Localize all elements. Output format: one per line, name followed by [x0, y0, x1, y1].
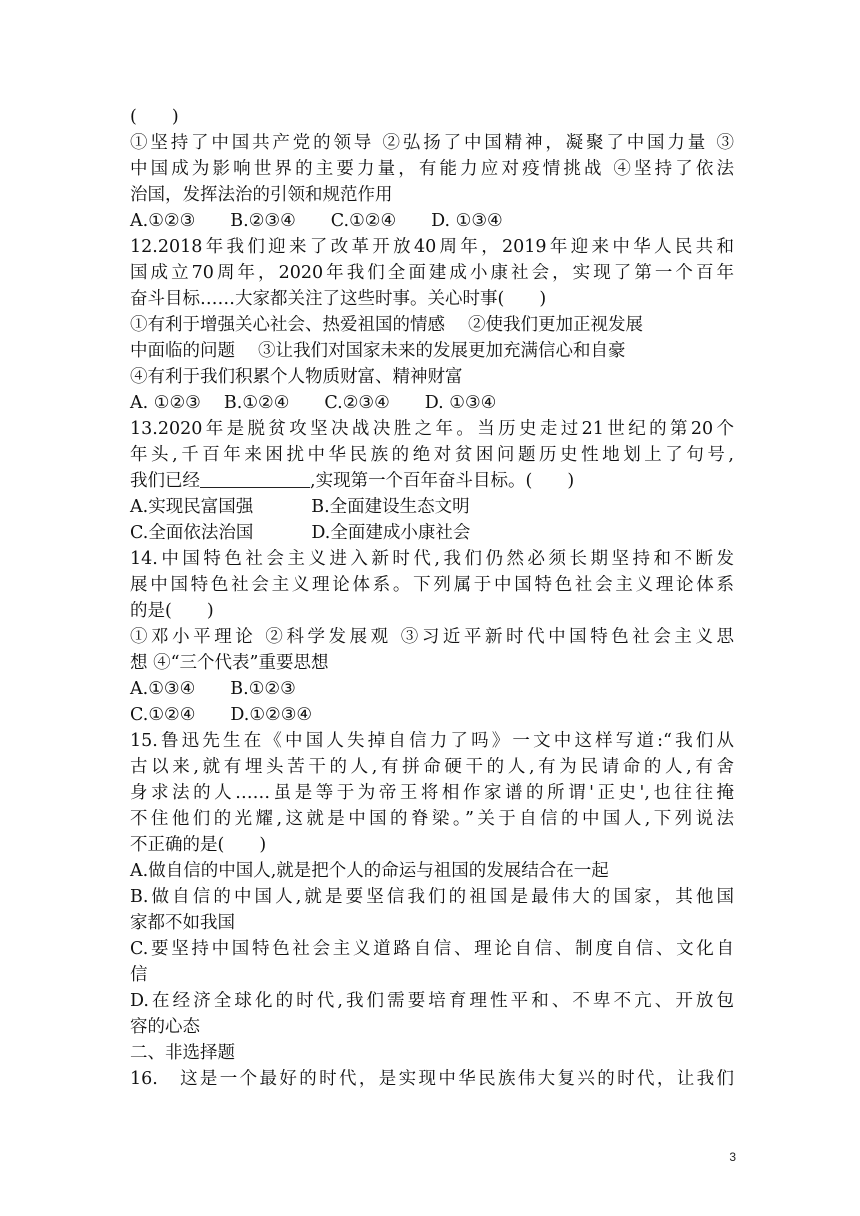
page-number: 3 — [729, 1150, 736, 1164]
q15-option-d-line-1: D.在经济全球化的时代,我们需要培育理性平和、不卑不亢、开放包 — [130, 991, 734, 1011]
q15-option-b-line-2: 家都不如我国 — [130, 913, 235, 933]
q12-stem-line-1: 12.2018年我们迎来了改革开放40周年，2019年迎来中华人民共和 — [130, 237, 734, 257]
q15-stem-line-3: 身求法的人……虽是等于为帝王将相作家谱的所谓'正史',也往往掩 — [130, 783, 734, 803]
q15-stem-line-2: 古以来,就有埋头苦干的人,有拼命硬干的人,有为民请命的人,有舍 — [130, 757, 734, 777]
q13-stem-line-2: 年头,千百年来困扰中华民族的绝对贫困问题历史性地划上了句号, — [130, 445, 734, 465]
q12-statements-line-3: ④有利于我们积累个人物质财富、精神财富 — [130, 367, 463, 387]
q15-option-c-line-2: 信 — [130, 965, 148, 985]
q14-stem-line-3: 的是( ) — [130, 601, 214, 621]
document-body — [130, 104, 734, 1092]
q14-statements-line-2: 想 ④“三个代表”重要思想 — [130, 653, 329, 673]
q15-stem-line-5: 不正确的是( ) — [130, 835, 267, 855]
q11-statements-line-3: 治国，发挥法治的引领和规范作用 — [130, 185, 393, 205]
section-heading-non-choice: 二、非选择题 — [130, 1043, 235, 1063]
q14-statements-line-1: ①邓小平理论 ②科学发展观 ③习近平新时代中国特色社会主义思 — [130, 627, 734, 647]
q13-options-cd: C.全面依法治国 D.全面建成小康社会 — [130, 523, 471, 543]
q11-answer-bracket: ( ) — [130, 107, 179, 127]
q13-stem-line-1: 13.2020年是脱贫攻坚决战决胜之年。当历史走过21世纪的第20个 — [130, 419, 734, 439]
q13-stem-prefix: 我们已经 — [130, 471, 200, 491]
q13-options-ab: A.实现民富国强 B.全面建设生态文明 — [130, 497, 470, 517]
q12-options: A. ①②③ B.①②④ C.②③④ D. ①③④ — [130, 393, 497, 413]
q15-stem-line-4: 不住他们的光耀,这就是中国的脊梁。”关于自信的中国人,下列说法 — [130, 809, 734, 829]
q16-stem-line-1: 16. 这是一个最好的时代，是实现中华民族伟大复兴的时代，让我们 — [130, 1069, 734, 1089]
q14-stem-line-2: 展中国特色社会主义理论体系。下列属于中国特色社会主义理论体系 — [130, 575, 734, 595]
q12-stem-line-2: 国成立70周年，2020年我们全面建成小康社会，实现了第一个百年 — [130, 263, 734, 283]
q13-stem-suffix: ,实现第一个百年奋斗目标。( ) — [310, 471, 575, 491]
q13-stem-line-3 — [130, 468, 734, 494]
q15-stem-line-1: 15.鲁迅先生在《中国人失掉自信力了吗》一文中这样写道:“我们从 — [130, 731, 734, 751]
q15-option-b-line-1: B.做自信的中国人,就是要坚信我们的祖国是最伟大的国家，其他国 — [130, 887, 734, 907]
fill-in-blank — [200, 469, 310, 488]
q15-option-a: A.做自信的中国人,就是把个人的命运与祖国的发展结合在一起 — [130, 861, 609, 881]
q11-statements-line-2: 中国成为影响世界的主要力量，有能力应对疫情挑战 ④坚持了依法 — [130, 159, 734, 179]
q14-stem-line-1: 14.中国特色社会主义进入新时代,我们仍然必须长期坚持和不断发 — [130, 549, 734, 569]
q14-options-cd: C.①②④ D.①②③④ — [130, 705, 313, 725]
q11-statements-line-1: ①坚持了中国共产党的领导 ②弘扬了中国精神，凝聚了中国力量 ③ — [130, 133, 734, 153]
q12-statements-line-1: ①有利于增强关心社会、热爱祖国的情感 ②使我们更加正视发展 — [130, 315, 644, 335]
q15-option-d-line-2: 容的心态 — [130, 1017, 200, 1037]
q12-stem-line-3: 奋斗目标……大家都关注了这些时事。关心时事( ) — [130, 289, 547, 309]
q14-options-ab: A.①③④ B.①②③ — [130, 679, 296, 699]
q11-options: A.①②③ B.②③④ C.①②④ D. ①③④ — [130, 211, 503, 231]
q15-option-c-line-1: C.要坚持中国特色社会主义道路自信、理论自信、制度自信、文化自 — [130, 939, 734, 959]
q12-statements-line-2: 中面临的问题 ③让我们对国家未来的发展更加充满信心和自豪 — [130, 341, 626, 361]
